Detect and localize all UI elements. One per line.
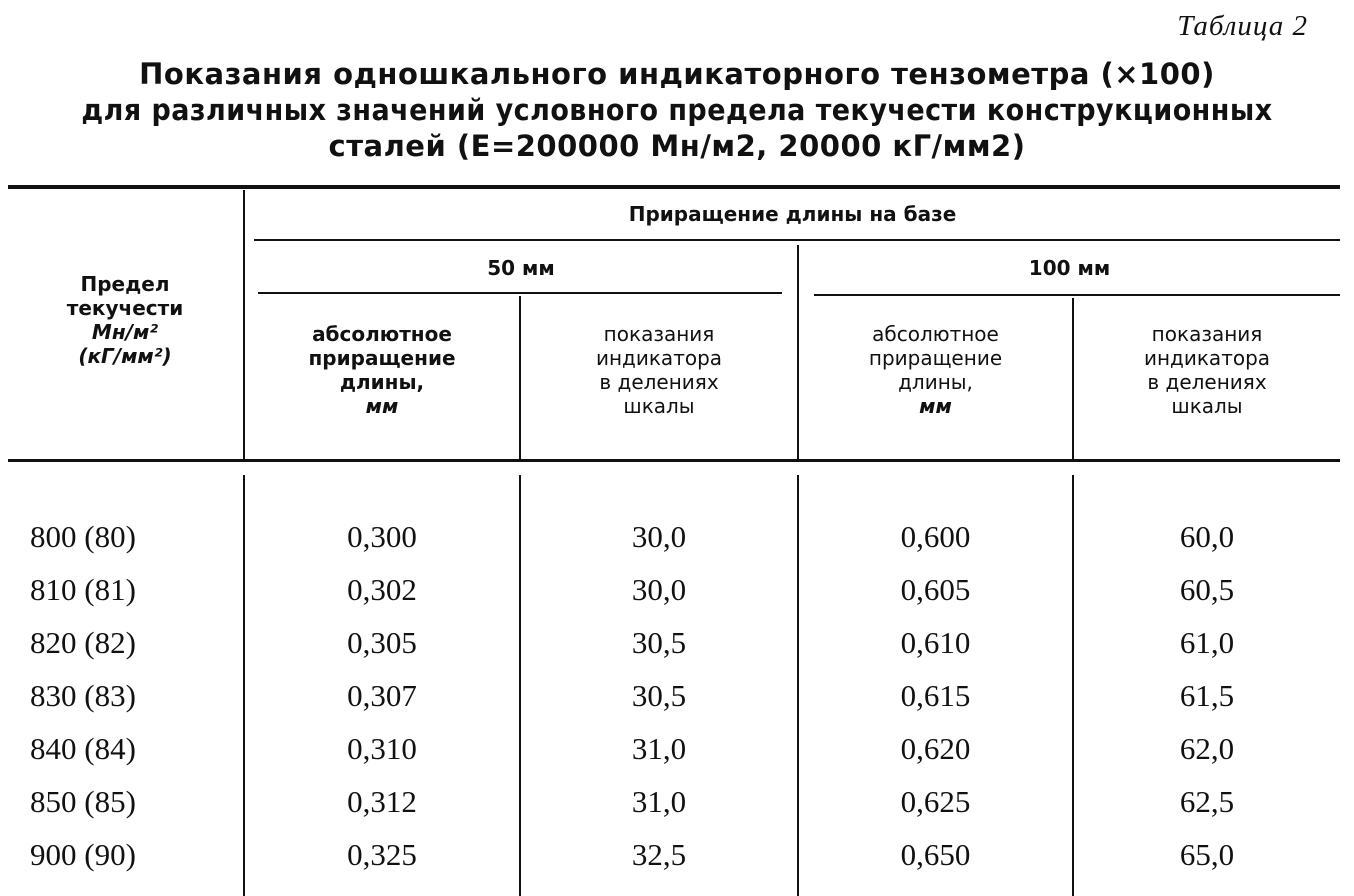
abs-100-header: абсолютное приращение длины, мм [868,322,1003,418]
base-100-header: 100 мм [1028,256,1111,280]
cell-abs-50: 0,325 [347,837,417,872]
cell-abs-100: 0,610 [900,625,971,660]
cell-ind-50: 31,0 [631,731,687,766]
cell-yield-limit: 830 (83) [30,678,136,713]
cell-abs-100: 0,620 [900,731,971,766]
cell-abs-50: 0,305 [347,625,417,660]
cell-ind-50: 30,5 [631,678,687,713]
cell-abs-100: 0,615 [900,678,971,713]
cell-abs-100: 0,600 [900,519,971,554]
cell-yield-limit: 900 (90) [30,837,136,872]
title-line-2: для различных значений условного предела текучести конструкционных [81,93,1273,127]
cell-abs-50: 0,307 [347,678,417,713]
cell-abs-50: 0,310 [347,731,417,766]
cell-ind-100: 60,0 [1179,519,1235,554]
cell-abs-50: 0,300 [347,519,417,554]
cell-abs-100: 0,650 [900,837,971,872]
base-50-header: 50 мм [487,256,555,280]
title-line-3: сталей (E=200000 Мн/м2, 20000 кГ/мм2) [328,129,1026,163]
title-line-1: Показания одношкального индикаторного тензометра (×100) [139,57,1215,91]
cell-abs-50: 0,302 [347,572,417,607]
cell-ind-50: 32,5 [631,837,687,872]
cell-yield-limit: 840 (84) [30,731,136,766]
group-header-rule [254,239,1340,241]
header-bottom-rule [8,459,1340,462]
table-top-rule [8,185,1340,189]
cell-ind-50: 30,5 [631,625,687,660]
cell-yield-limit: 820 (82) [30,625,136,660]
cell-ind-100: 65,0 [1179,837,1235,872]
group-header: Приращение длины на базе [628,202,957,226]
table-label: Таблица 2 [1177,10,1308,42]
cell-ind-50: 30,0 [631,572,687,607]
cell-ind-100: 62,0 [1179,731,1235,766]
cell-yield-limit: 810 (81) [30,572,136,607]
cell-yield-limit: 850 (85) [30,784,136,819]
cell-ind-100: 61,5 [1179,678,1235,713]
table-title [0,56,1354,164]
abs-50-header: абсолютное приращение длины, мм [308,322,456,418]
cell-abs-100: 0,605 [900,572,971,607]
ind-50-header: показания индикатора в делениях шкалы [595,322,723,418]
cell-ind-50: 31,0 [631,784,687,819]
cell-ind-100: 61,0 [1179,625,1235,660]
ind-100-header: показания индикатора в делениях шкалы [1143,322,1271,418]
base-100-rule [814,294,1340,296]
cell-abs-100: 0,625 [900,784,971,819]
cell-ind-50: 30,0 [631,519,687,554]
cell-ind-100: 62,5 [1179,784,1235,819]
cell-ind-100: 60,5 [1179,572,1235,607]
row-header: Предел текучести Мн/м² (кГ/мм²) [66,272,184,368]
cell-yield-limit: 800 (80) [30,519,136,554]
base-50-rule [258,292,782,294]
cell-abs-50: 0,312 [347,784,417,819]
